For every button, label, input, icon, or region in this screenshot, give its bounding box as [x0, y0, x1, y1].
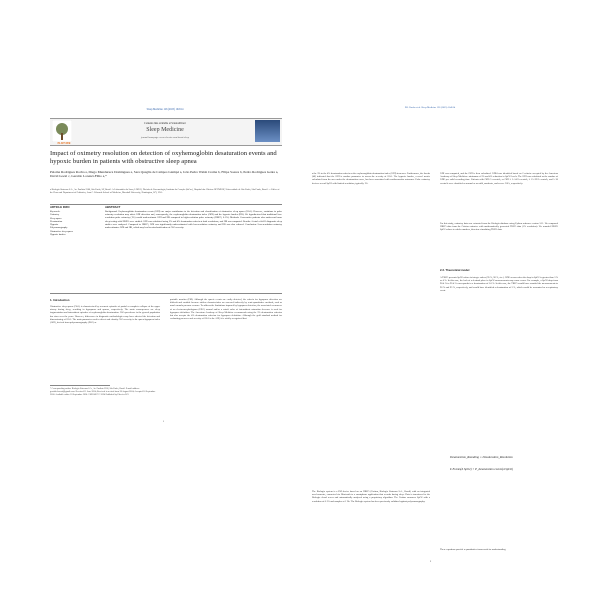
running-header: P.R. Rocha et al. Sleep Medicine 126 (2025) 104514: [404, 106, 456, 109]
keywords-heading: Keywords:: [50, 210, 61, 213]
intro-column-2: portable monitor (PM). Although the apneic events are easily detected, the criteria for hypopnea detection are difficult and variable because airflow characteristics are assessed indirectly by semi-quantitative methods, such as nasal cannula pressure sensors. To address the limitations imposed by hypopnea detection, the associated occurrence of an electroencephalogram (EEG) arousal and/or a cutoff value of intermittent saturation decrease is used for hypopnea definition. The American Academy of Sleep Medicine recommends using the 3% desaturation criterion but also accepts the 4% desaturation criterion for hypopnea definition. Although the gold standard method for evaluating presence and severity of OSA is the AHI, it is widely recognized that: [170, 298, 282, 321]
keyword: Desaturation: [50, 219, 63, 223]
keyword: Hypoxic burden: [50, 233, 66, 237]
page-number: 2: [430, 560, 432, 563]
right-column-1-bottom: The Biologix system is a PM device based on an HRPO (Oxistar, Biologix Sistemas S.A., Brazil) with an integrated accelerometer, connected via Bluetooth to a smartphone application that records during sleep. Data is transferred to the Biologix cloud server and automatically analyzed using a proprietary algorithm. The Oxistar measures SpO2 with a resolution of 0.1% and samples at 1 Hz. The Biologix system has been previously validated against polysomnography.: [312, 490, 430, 503]
keyword: Polysomnography: [50, 226, 68, 230]
article-info-heading: ARTICLE INFO: [50, 205, 70, 209]
right-column-1-top: a the 3% to the 4% desaturation criteria as the oxyhemoglobin desaturation index (ODI) increases. Furthermore, the Jacobs [48] indicated that the ODI is another parameter to assess the severity of OSA. The hypoxic burden, a novel metric calculated from the area under the desaturation curve, has been associated with cardiovascular outcomes. Pulse oximetry devices record SpO2 with limited resolution, typically 1%.: [312, 172, 430, 185]
introduction-heading: 1. Introduction: [50, 298, 70, 302]
right-column-2-top: ODI was computed, and the ODI is then calculated. ODI4 was identified based on 2 criteria: accepted by the American Academy of Sleep Medicine: minimum of 3% and 4% reduction in SpO2 levels. The ODI was calculated as the number of ODE per valid recording time. Patients with ODI<5 events/h, or ODI ≥ 5–14.9 events/h, ≥ 15–29.9 events/h, and ≥ 30 events/h were classified as normal or as mild, moderate, and severe OSA, respectively.: [440, 172, 558, 185]
publisher-name: ELSEVIER: [57, 142, 71, 145]
equation-2: Σ Events(Δ SpO2) × P_desaturation events(Δ SpO2): [450, 467, 514, 471]
author-list: Paloma Rodrigues Rocha a, Diego Munduruca Domingues a, Sara Quaglia de Campos Giampá a, João Pedro Walsh Crema b, Filipe Soares b, Pedro Rodrigues Genta a, David Gozal c, Geraldo Lorenzi-Filho a,*: [50, 170, 279, 179]
footnote: * Corresponding author. Biologix Sistemas S.A., Av. Paulista 2300, São Paulo, Brazil. E-mail address: geraldo.lorenzi@gmail.com. Received 11 June 2024; Received in revised form 28 August 2024; Accepted 16 September 2024. Available online 18 September 2024. 1389-9457/© 2024 Published by Elsevier B.V.: [50, 388, 156, 396]
keywords-list: [50, 210, 100, 236]
journal-reference[interactable]: Sleep Medicine 126 (2025) 104514: [146, 108, 184, 111]
right-column-2-middle: For this study, oximetry data was extracted from the Biologix database using Python software version 3.11. We compared HRPO data from the Oxistar oximeter with mathematically generated TRPO data (1% resolution). We rounded HRPO SpO2 values to whole numbers, therefore simulating TRPO data.: [440, 222, 558, 232]
right-column-2-bottom: These equations provide a quantitative framework for understanding: [440, 548, 506, 551]
keyword: Hypoxia: [50, 223, 59, 227]
journal-homepage[interactable]: journal homepage: www.elsevier.com/locate/sleep: [140, 136, 190, 139]
keyword: Sleep apnea: [50, 216, 62, 220]
abstract-text: Background: Oxyhemoglobin desaturation events (ODI) are major contributors to the detection and classification of obstructive sleep apnea (OSA). However, variations in pulse oximetry resolution may affect ODI detection and, consequently, the oxyhemoglobin desaturation index (ODI) and the hypoxic burden (HB). We hypothesized that traditional low-resolution pulse oximetry (1%) would underestimate ODI and HB compared to high-resolution pulse oximetry (HRPO, 0.1%). Methods: Consecutive patients who underwent home sleep testing with HRPO were studied. ODI was calculated using 3% and 4% desaturation criteria at both resolutions, and HB was computed. Results: A total of 4411 diagnostic sleep studies were analyzed. Compared to HRPO, ODI was significantly underestimated with low-resolution oximetry and HB was also reduced. Conclusion: Low-resolution oximetry underestimates ODI and HB, which may lead to misclassification of OSA severity.: [105, 210, 282, 230]
journal-title: Sleep Medicine: [146, 127, 184, 133]
journal-cover-image: [255, 120, 280, 142]
intro-column-1: Obstructive sleep apnea (OSA) is characterized by recurrent episodes of partial or complete collapse of the upper airway during sleep, resulting in hypopneas and apneas, respectively. The main consequences are sleep fragmentation and intermittent episodes of oxyhemoglobin desaturation. OSA prevalence in the general population has risen over the years. However, differences in diagnostic methodologies may have affected the detection and dimensioning of OSA. The main parameter used to detect and classify OSA severity is the apnea-hypopnea index (AHI), derived from polysomnography (PSG) or: [50, 305, 160, 325]
equation-1: Desaturation_Rounding = Desaturation_Resolution: [450, 455, 513, 459]
right-column-2-theory: A TRPO presents SpO2 values in integer values (95 %, 96 %, etc.). ODE occurs when the drop in SpO2 is greater than 3 % or 4 %. In this case, the lack of a decimal place in SpO2 measurements may cause errors. For example, a SpO2 drop from 96.4 % to 93.4 % corresponds to a desaturation of 3.0 %. In this case, the TRPO would have rounded the measurements to 96 % and 93 %, respectively, and would have identified a desaturation of 3 %, which would be accounted as a respiratory event.: [440, 276, 559, 292]
abstract-heading: ABSTRACT: [105, 205, 121, 209]
theoretical-model-heading: 2.3. Theoretical model: [440, 268, 470, 272]
keyword: Oximetry: [50, 213, 60, 217]
elsevier-tree-logo: [52, 120, 72, 142]
footnote-divider: [50, 385, 110, 386]
contents-line[interactable]: Contents lists available at ScienceDirect: [144, 122, 186, 125]
divider: [50, 204, 282, 205]
right-page: [300, 0, 600, 600]
divider: [50, 293, 282, 294]
keyword: Obstructive sleep apnea: [50, 229, 73, 233]
affiliations: a Biologix Sistemas S.A., Av. Paulista 2300, São Paulo, SP, Brazil · b Laboratório do Sono, LIM 63, Divisão de Pneumologia, Instituto do Coração (InCor), Hospital das Clínicas HCFMUSP, Universidade de São Paulo, São Paulo, Brazil · c Office of the Dean and Department of Pediatrics, Joan C. Edwards School of Medicine, Marshall University, Huntington, WV, USA: [50, 189, 280, 194]
article-title: Impact of oximetry resolution on detection of oxyhemoglobin desaturation events and hypoxic burden in patients with obstructive sleep apnea: [50, 150, 277, 165]
page-number: 1: [163, 420, 165, 423]
